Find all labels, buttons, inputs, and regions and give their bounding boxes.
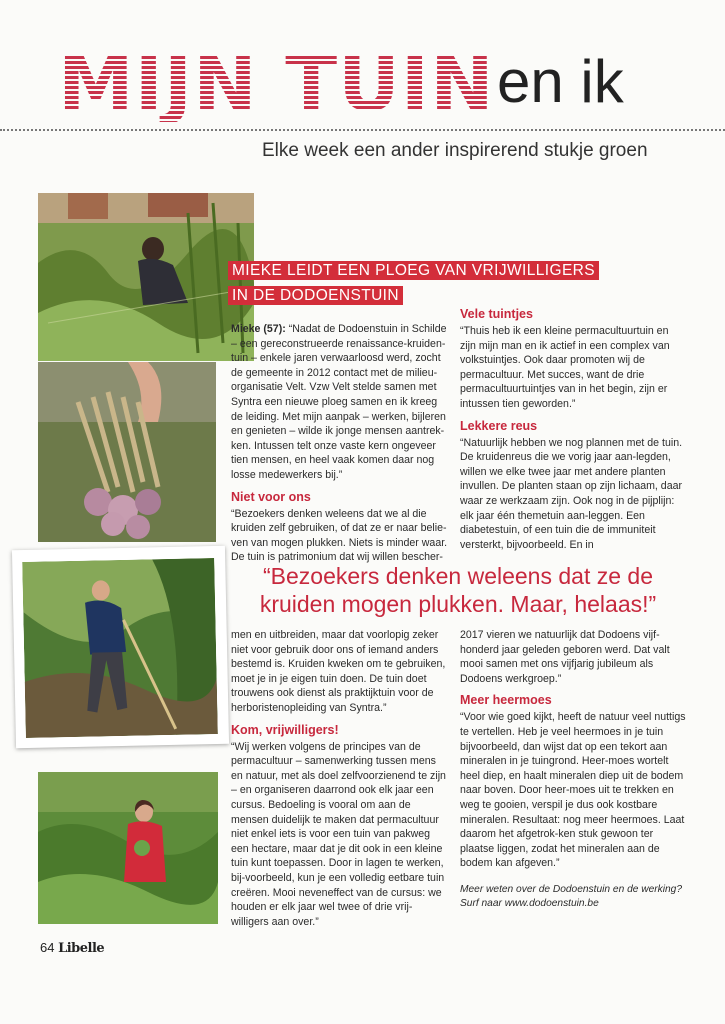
photo-woman-garden xyxy=(38,193,254,361)
footer-note xyxy=(460,883,686,911)
masthead-script: en ik xyxy=(497,48,624,115)
photo-woman-red-shirt xyxy=(38,772,218,924)
column-1 xyxy=(231,322,449,565)
brand-logo: Libelle xyxy=(58,941,105,956)
column-4 xyxy=(460,628,686,911)
paragraph-meer-heermoes: “Voor wie goed kijkt, heeft de natuur veel nuttigs te vertellen. Heb je veel heermoes in je tuin bijvoorbeeld, dan wijst dat op een tekort aan mineralen in je tuingrond. Heer-moes wortelt heel diep, en haalt mineralen diep uit de bodem naar boven. Door heer-moes uit te trekken en weg te gooien, verspil je dus ook kostbare mineralen. Resultaat: nog meer heermoes. Laat daarom het afgetrok-ken stuk gewoon ter plaatse liggen, zodat het mineralen aan de bodem kan afgeven.” xyxy=(460,711,686,870)
subhead-kom-vrijwilligers: Kom, vrijwilligers! xyxy=(231,722,339,737)
paragraph-kom-vrijwilligers: “Wij werken volgens de principes van de permacultuur – samenwerking tussen mens en natuur, met als doel zelfvoorzienend te zijn – en organiseren daarrond ook elk jaar een cursus. Bedoeling is vooral om aan de mensen duidelijk te maken dat permacultuur niet enkel iets is voor een tuin van pakweg een hectare, maar dat je dit ook in een kleine tuin kunt toepassen. Door in lagen te werken, bij-voorbeeld, kun je een volledig eetbare tuin creëren. Mooi neveneffect van de cursus: we houden er elk jaar wel twee of drie vrij-willigers aan over.” xyxy=(231,740,446,928)
pull-quote: “Bezoekers denken weleens dat ze de kruiden mogen plukken. Maar, helaas!” xyxy=(259,563,657,617)
photo-garlic-harvest xyxy=(38,362,216,542)
intro-name: Mieke (57): xyxy=(231,323,286,335)
paragraph-niet-voor-ons: “Bezoekers denken weleens dat we al die kruiden zelf gebruiken, of dat ze er naar belie-ven van mogen plukken. Niets is minder waar. De tuin is patrimonium dat wij willen bescher- xyxy=(231,507,448,564)
photo-man-hoeing xyxy=(12,546,229,748)
column-2 xyxy=(460,306,686,552)
intro-paragraph: Mieke (57): “Nadat de Dodoenstuin in Schilde – een gereconstrueerde renaissance-kruiden-tuin – enkele jaren verwaarloosd werd, zocht de gemeente in 2012 contact met de milieu-organisatie Velt. Vzw Velt stelde samen met Syntra een nieuwe ploeg samen en ik kreeg de leiding. Met mijn aanpak – werken, bijleren en genieten – wilde ik jonge mensen aantrek-ken. Intussen telt onze vaste kern ongeveer tien mensen, en heel vaak komen daar nog losse medewerkers bij.” xyxy=(231,323,447,481)
footer-note-link: Surf naar www.dodoenstuin.be xyxy=(460,897,599,909)
subhead-vele-tuintjes: Vele tuintjes xyxy=(460,307,533,321)
paragraph-vele-tuintjes: “Thuis heb ik een kleine permacultuurtuin en zijn mijn man en ik actief in een complex van volkstuintjes. Ook daar promoten wij de permacultuur. Met succes, want de drie permacultuurtuintjes van in het begin, zijn er intussen tien geworden.” xyxy=(460,325,670,410)
subhead-lekkere-reus: Lekkere reus xyxy=(460,418,538,433)
masthead-title: MIJN TUIN xyxy=(58,39,495,128)
paragraph-lekkere-reus: “Natuurlijk hebben we nog plannen met de tuin. De kruidenreus die we vorig jaar aan-legden, willen we elke twee jaar met andere planten invullen. De planten staan op zijn lichaam, daar waar ze werkzaam zijn. Ook nog in de pijplijn: elk jaar één themetuin aan-leggen. Een diabetestuin, of een tuin die de immuniteit versterkt, bijvoorbeeld. En in xyxy=(460,436,683,551)
paragraph-continued: men en uitbreiden, maar dat voorlopig zeker niet voor gebruik door ons of iemand anders bestemd is. Kruiden kweken om te gebruiken, moet je in je eigen tuin doen. De tuin doet trouwens ook dienst als praktijktuin voor de herboristenopleiding van Syntra.” xyxy=(231,629,446,714)
footer-note-line-1: Meer weten over de Dodoenstuin en de werking? xyxy=(460,883,682,895)
tagline: Elke week een ander inspirerend stukje groen xyxy=(262,140,648,161)
column-3 xyxy=(231,628,449,929)
page-number: 64 Libelle xyxy=(40,940,105,956)
paragraph-jubileum: 2017 vieren we natuurlijk dat Dodoens vijf-honderd jaar geleden geboren werd. Dat valt mooi samen met ons vijfjarig jubileum als Dodoens werkgroep.” xyxy=(460,629,670,685)
subhead-meer-heermoes: Meer heermoes xyxy=(460,693,552,708)
dotted-divider xyxy=(0,129,725,131)
subhead-niet-voor-ons: Niet voor ons xyxy=(231,489,311,504)
article-headline: MIEKE LEIDT EEN PLOEG VAN VRIJWILLIGERS IN DE DODOENSTUIN xyxy=(228,258,616,308)
